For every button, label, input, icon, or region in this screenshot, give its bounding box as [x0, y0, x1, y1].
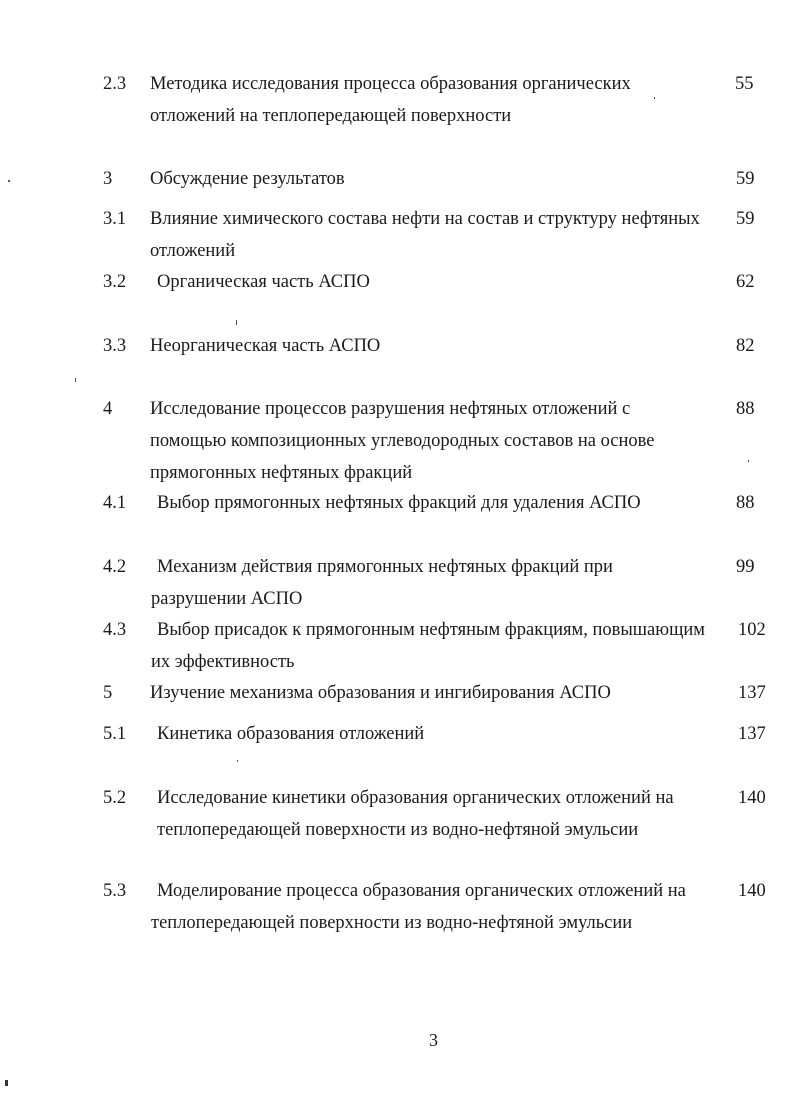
toc-entry-title: Выбор прямогонных нефтяных фракций для удаления АСПО: [157, 493, 641, 513]
toc-entry-number: 5.3: [103, 881, 127, 901]
toc-entry-page: 140: [738, 881, 766, 901]
scan-speck: [654, 97, 655, 99]
toc-entry-title: Неорганическая часть АСПО: [150, 336, 381, 356]
toc-entry-page: 140: [738, 788, 766, 808]
toc-entry-page: 88: [736, 399, 755, 419]
toc-entry-page: 59: [736, 169, 755, 189]
toc-entry-number: 2.3: [103, 74, 127, 94]
toc-entry-number: 3: [103, 169, 113, 189]
toc-entry-number: 4: [103, 399, 113, 419]
toc-entry-page: 59: [736, 209, 755, 229]
scan-speck: [748, 460, 749, 462]
scan-speck: [8, 180, 10, 182]
toc-entry-number: 5: [103, 683, 113, 703]
toc-entry-number: 5.1: [103, 724, 127, 744]
toc-entry-page: 99: [736, 557, 755, 577]
toc-entry-number: 3.3: [103, 336, 127, 356]
toc-entry-page: 62: [736, 272, 755, 292]
toc-entry-title: Выбор присадок к прямогонным нефтяным фракциям, повышающим их эффективность: [151, 620, 705, 672]
toc-entry-number: 4.3: [103, 620, 127, 640]
toc-entry-page: 102: [738, 620, 766, 640]
toc-entry-title: Механизм действия прямогонных нефтяных фракций при разрушении АСПО: [151, 557, 613, 609]
toc-entry-title: Исследование процессов разрушения нефтяных отложений с помощью композиционных углеводородных составов на основе прямогонных нефтяных фракций: [150, 399, 655, 483]
toc-entry-number: 4.2: [103, 557, 127, 577]
toc-entry-number: 4.1: [103, 493, 127, 513]
toc-entry-title: Моделирование процесса образования органических отложений на теплопередающей поверхности из водно-нефтяной эмульсии: [151, 881, 686, 933]
toc-entry-page: 55: [735, 74, 754, 94]
toc-entry-number: 5.2: [103, 788, 127, 808]
toc-entry-title: Обсуждение результатов: [150, 169, 345, 189]
toc-entry-title: Органическая часть АСПО: [157, 272, 370, 292]
toc-entry-title: Влияние химического состава нефти на состав и структуру нефтяных отложений: [150, 209, 700, 261]
toc-entry-number: 3.1: [103, 209, 127, 229]
toc-entry-page: 137: [738, 724, 766, 744]
page-number: 3: [429, 1030, 438, 1050]
toc-entry-page: 88: [736, 493, 755, 513]
toc-entry-title: Кинетика образования отложений: [157, 724, 425, 744]
toc-entry-page: 137: [738, 683, 766, 703]
scan-speck: [237, 760, 238, 762]
toc-entry-title: Исследование кинетики образования органических отложений на теплопередающей поверхности из водно-нефтяной эмульсии: [157, 788, 674, 840]
scan-speck: [236, 320, 237, 325]
scan-speck: [5, 1080, 8, 1086]
scan-speck: [75, 378, 76, 382]
toc-entry-number: 3.2: [103, 272, 127, 292]
toc-entry-title: Изучение механизма образования и ингибирования АСПО: [150, 683, 611, 703]
toc-entry-page: 82: [736, 336, 755, 356]
toc-entry-title: Методика исследования процесса образования органических отложений на теплопередающей поверхности: [150, 74, 631, 126]
